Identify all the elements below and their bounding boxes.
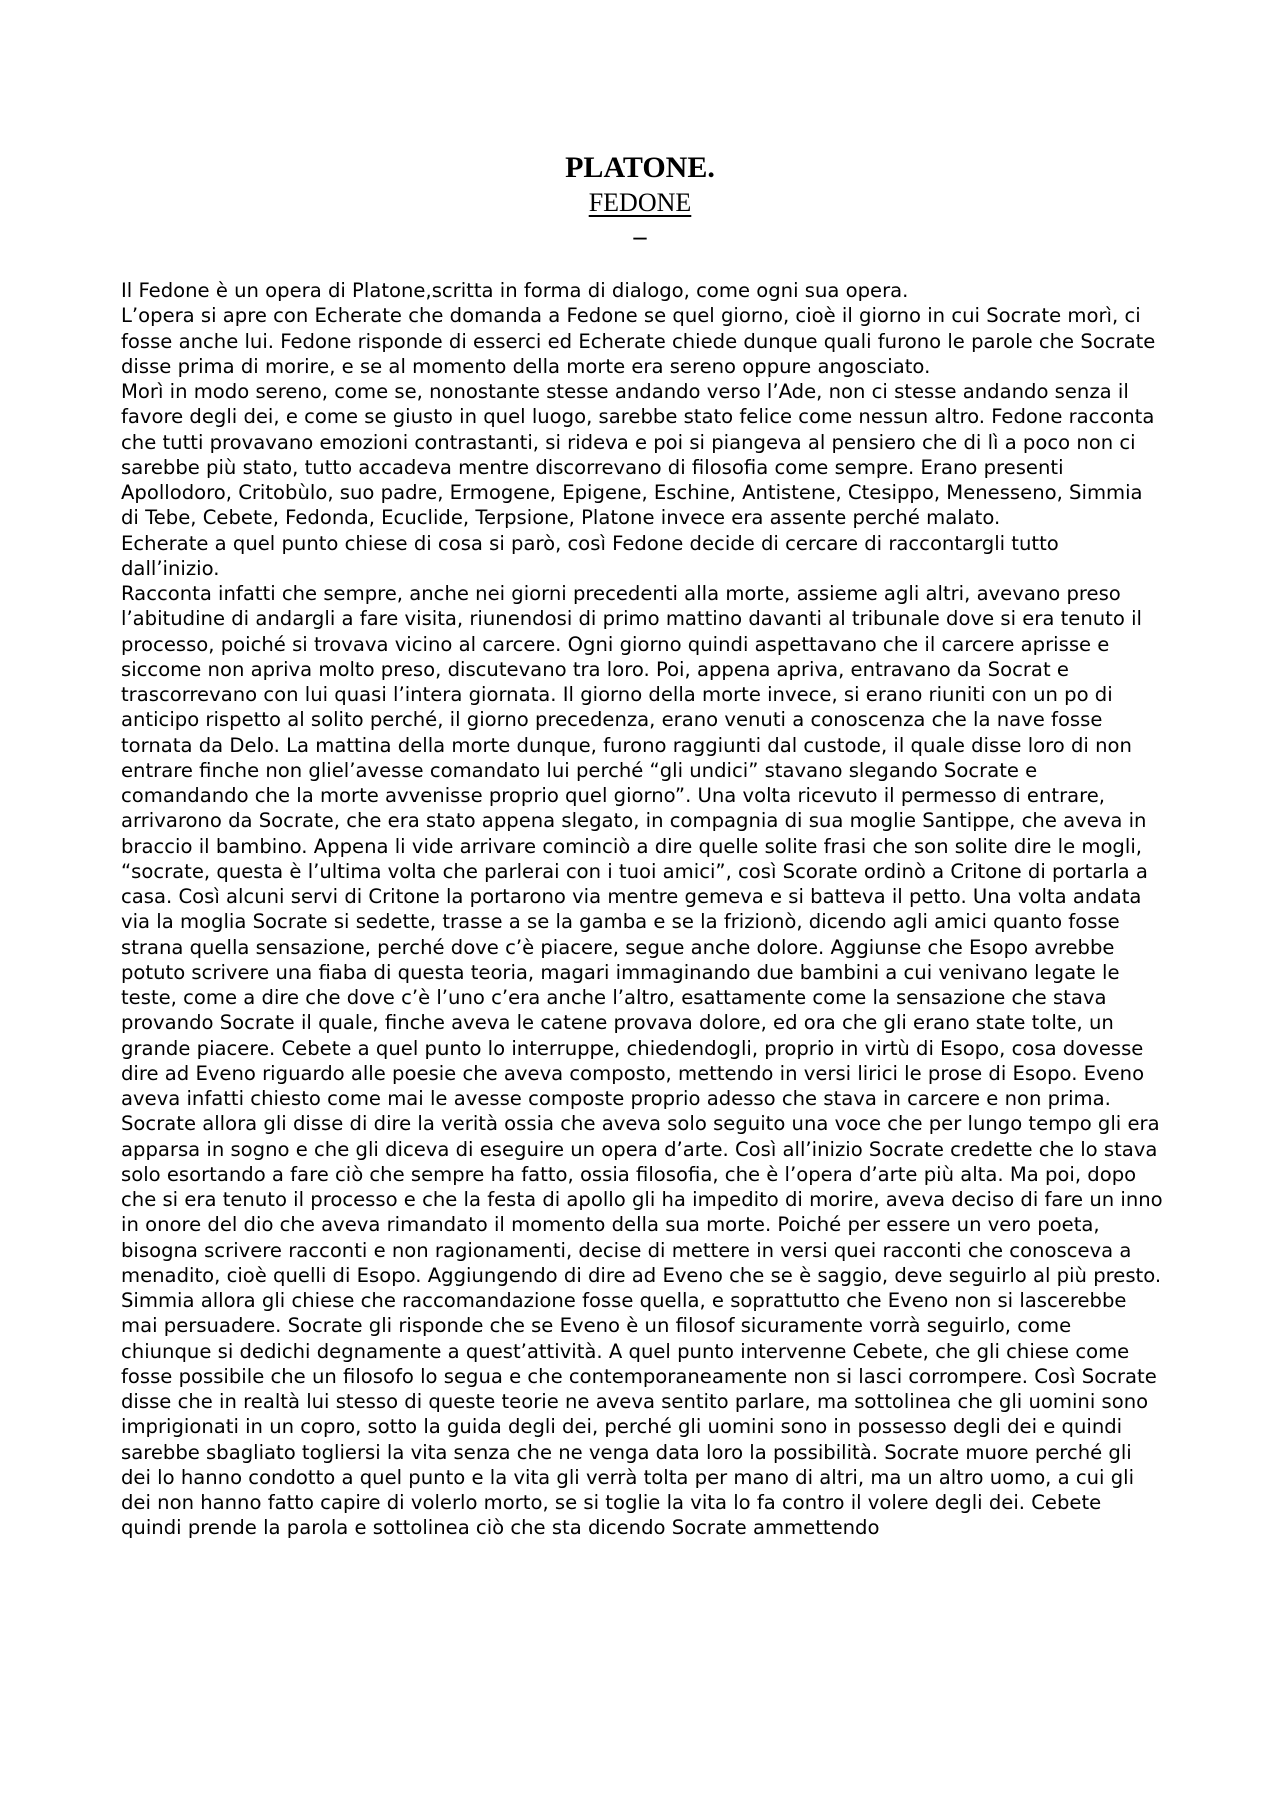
document-subtitle	[0, 188, 1280, 218]
title-separator: –	[633, 222, 647, 251]
paragraph-serene-death: Morì in modo sereno, come se, nonostante stesse andando verso l’Ade, non ci stesse andando senza il favore degli dei, e come se giusto in quel luogo, sarebbe stato felice come nessun altro. Fedone racconta che tutti provavano emozioni contrastanti, si rideva e poi si piangeva al pensiero che di lì a poco non ci sarebbe più stato, tutto accadeva mentre discorrevano di filosofia come sempre. Erano presenti Apollodoro, Critobùlo, suo padre, Ermogene, Epigene, Eschine, Antistene, Ctesippo, Menesseno, Simmia di Tebe, Cebete, Fedonda, Ecuclide, Terpsione, Platone invece era assente perché malato.	[121, 380, 1155, 530]
document-title: PLATONE.	[565, 151, 715, 184]
paragraph-intro: Il Fedone è un opera di Platone,scritta in forma di dialogo, come ogni sua opera.	[121, 279, 909, 302]
document-body	[121, 278, 1163, 1541]
paragraph-echerate-question: Echerate a quel punto chiese di cosa si parò, così Fedone decide di cercare di raccontargli tutto dall’inizio.	[121, 531, 1059, 580]
document-subtitle-text: FEDONE	[588, 188, 692, 217]
paragraph-opening: L’opera si apre con Echerate che domanda a Fedone se quel giorno, cioè il giorno in cui Socrate morì, ci fosse anche lui. Fedone risponde di esserci ed Echerate chiede dunque quali furono le parole che Socrate disse prima di morire, e se al momento della morte era sereno oppure angosciato.	[121, 304, 1156, 378]
paragraph-narration: Racconta infatti che sempre, anche nei giorni precedenti alla morte, assieme agli altri, avevano preso l’abitudine di andargli a fare visita, riunendosi di primo mattino davanti al tribunale dove si era tenuto il processo, poiché si trovava vicino al carcere. Ogni giorno quindi aspettavano che il carcere aprisse e siccome non apriva molto preso, discutevano tra loro. Poi, appena apriva, entravano da Socrat e trascorrevano con lui quasi l’intera giornata. Il giorno della morte invece, si erano riuniti con un po di anticipo rispetto al solito perché, il giorno precedenza, erano venuti a conoscenza che la nave fosse tornata da Delo. La mattina della morte dunque, furono raggiunti dal custode, il quale disse loro di non entrare finche non gliel’avesse comandato lui perché “gli undici” stavano slegando Socrate e comandando che la morte avvenisse proprio quel giorno”. Una volta ricevuto il permesso di entrare, arrivarono da Socrate, che era stato appena slegato, in compagnia di sua moglie Santippe, che aveva in braccio il bambino. Appena li vide arrivare cominciò a dire quelle solite frasi che son solite dire le mogli, “socrate, questa è l’ultima volta che parlerai con i tuoi amici”, così Scorate ordinò a Critone di portarla a casa. Così alcuni servi di Critone la portarono via mentre gemeva e si batteva il petto. Una volta andata via la moglia Socrate si sedette, trasse a se la gamba e se la frizionò, dicendo agli amici quanto fosse strana quella sensazione, perché dove c’è piacere, segue anche dolore. Aggiunse che Esopo avrebbe potuto scrivere una fiaba di questa teoria, magari immaginando due bambini a cui venivano legate le teste, come a dire che dove c’è l’uno c’era anche l’altro, esattamente come la sensazione che stava provando Socrate il quale, finche aveva le catene provava dolore, ed ora che gli erano state tolte, un grande piacere. Cebete a quel punto lo interruppe, chiedendogli, proprio in virtù di Esopo, cosa dovesse dire ad Eveno riguardo alle poesie che aveva composto, mettendo in versi lirici le prose di Esopo. Eveno aveva infatti chiesto come mai le avesse composte proprio adesso che stava in carcere e non prima. Socrate allora gli disse di dire la verità ossia che aveva solo seguito una voce che per lungo tempo gli era apparsa in sogno e che gli diceva di eseguire un opera d’arte. Così all’inizio Socrate credette che lo stava solo esortando a fare ciò che sempre ha fatto, ossia filosofia, che è l’opera d’arte più alta. Ma poi, dopo che si era tenuto il processo e che la festa di apollo gli ha impedito di morire, aveva deciso di fare un inno in onore del dio che aveva rimandato il momento della sua morte. Poiché per essere un vero poeta, bisogna scrivere racconti e non ragionamenti, decise di mettere in versi quei racconti che conosceva a menadito, cioè quelli di Esopo. Aggiungendo di dire ad Eveno che se è saggio, deve seguirlo al più presto. Simmia allora gli chiese che raccomandazione fosse quella, e soprattutto che Eveno non si lascerebbe mai persuadere. Socrate gli risponde che se Eveno è un filosof sicuramente vorrà seguirlo, come chiunque si dedichi degnamente a quest’attività. A quel punto intervenne Cebete, che gli chiese come fosse possibile che un filosofo lo segua e che contemporaneamente non si lasci corrompere. Così Socrate disse che in realtà lui stesso di queste teorie ne aveva sentito parlare, ma sottolinea che gli uomini sono imprigionati in un copro, sotto la guida degli dei, perché gli uomini sono in possesso degli dei e quindi sarebbe sbagliato togliersi la vita senza che ne venga data loro la possibilità. Socrate muore perché gli dei lo hanno condotto a quel punto e la vita gli verrà tolta per mano di altri, ma un altro uomo, a cui gli dei non hanno fatto capire di volerlo morto, se si toglie la vita lo fa contro il volere degli dei. Cebete quindi prende la parola e sottolinea ciò che sta dicendo Socrate ammettendo	[121, 582, 1163, 1540]
